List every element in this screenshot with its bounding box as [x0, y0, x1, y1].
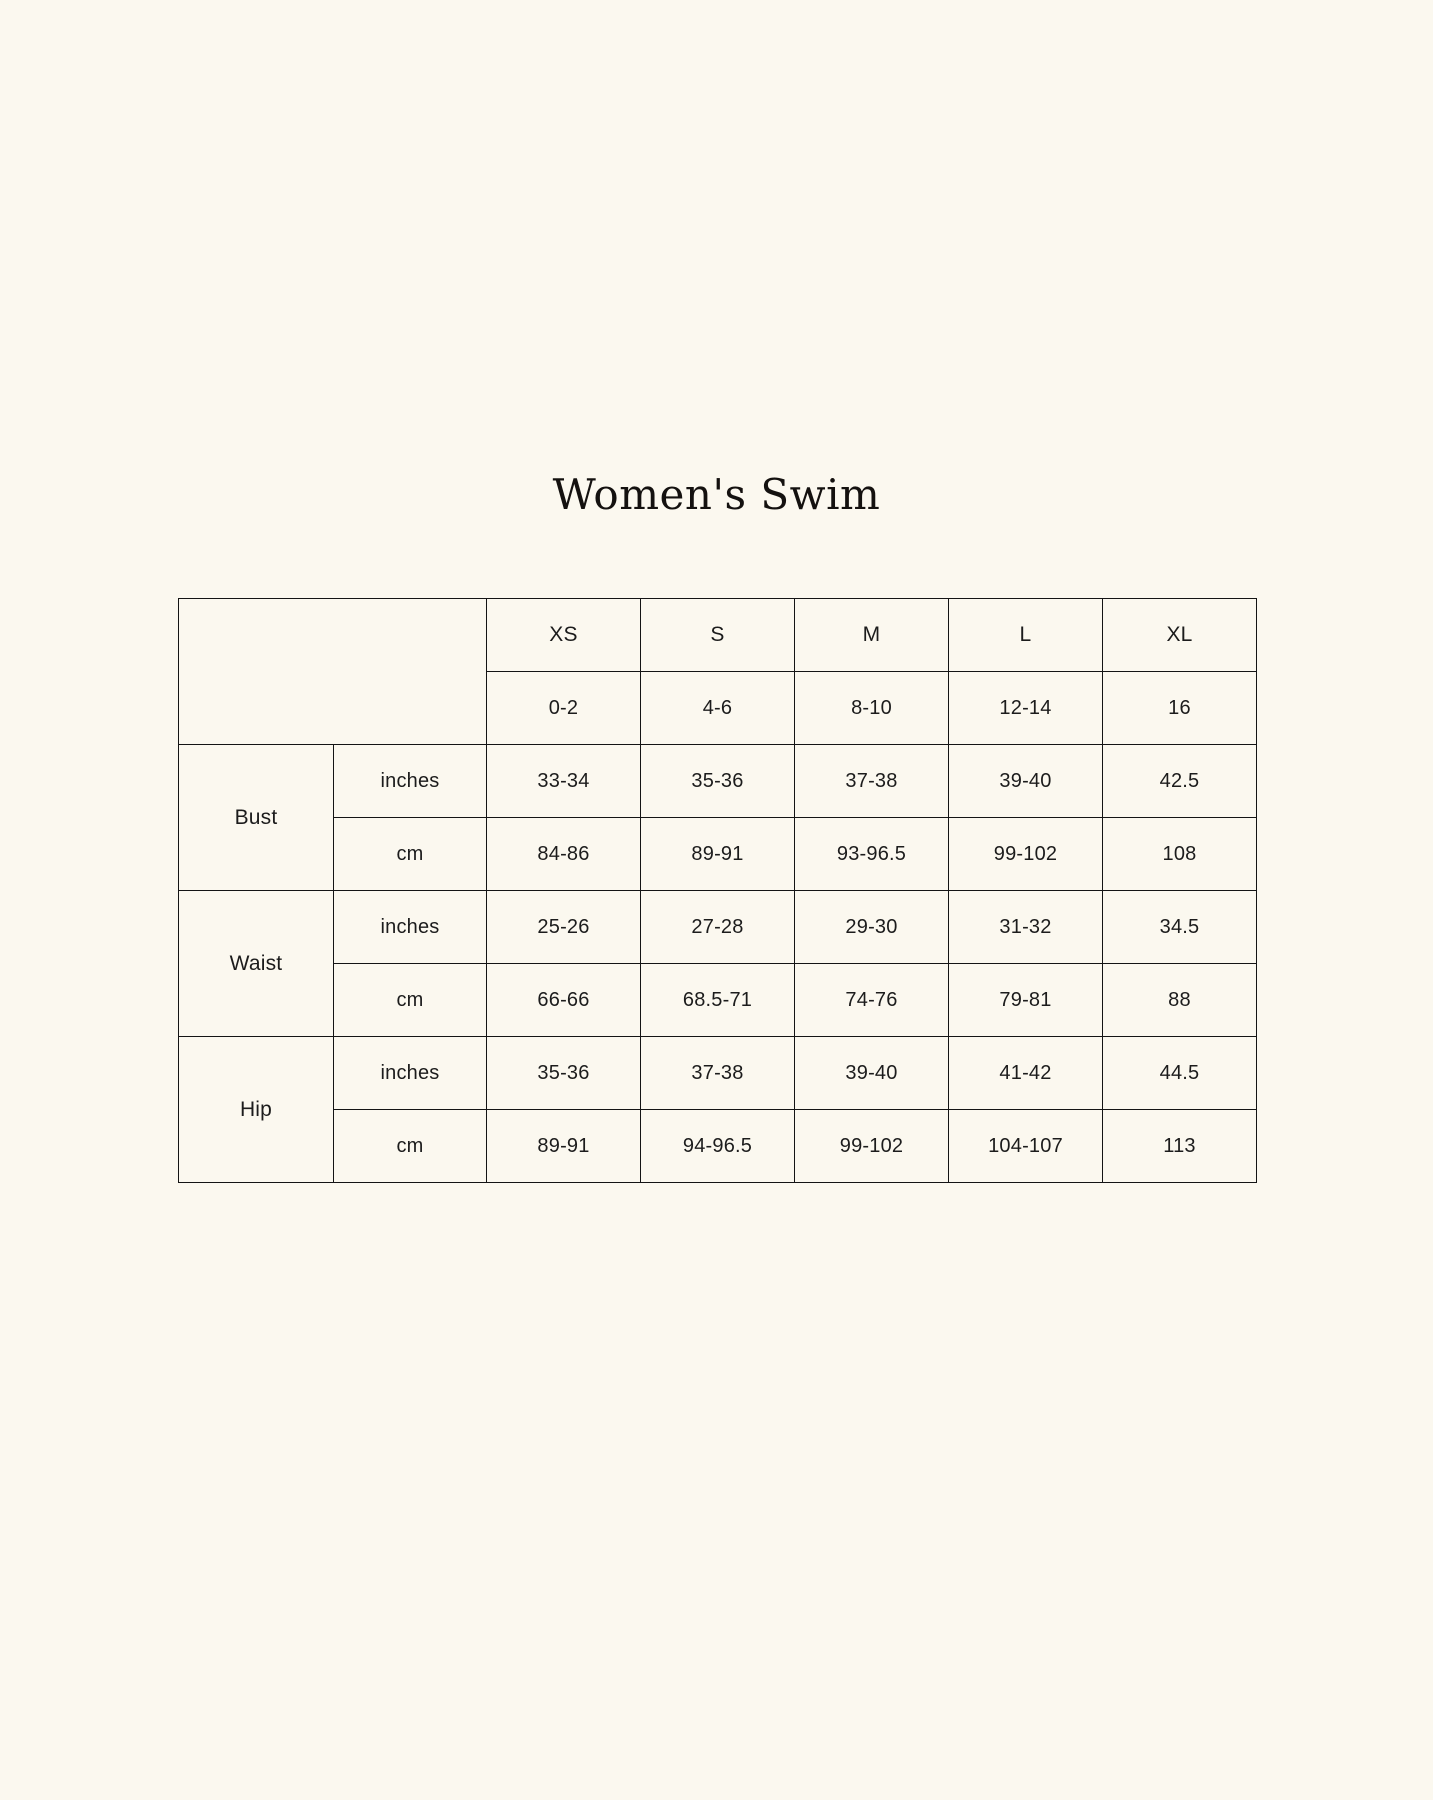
unit-label-hip-inches: inches — [334, 1037, 487, 1110]
table-corner-blank — [179, 599, 487, 745]
size-header-xl: XL — [1103, 599, 1257, 672]
numeric-size-m: 8-10 — [795, 672, 949, 745]
table-row-hip-inches — [179, 1037, 1257, 1110]
cell-bust-inches-s: 35-36 — [641, 745, 795, 818]
cell-hip-inches-s: 37-38 — [641, 1037, 795, 1110]
numeric-size-xs: 0-2 — [487, 672, 641, 745]
cell-waist-inches-xl: 34.5 — [1103, 891, 1257, 964]
numeric-size-s: 4-6 — [641, 672, 795, 745]
cell-hip-cm-xl: 113 — [1103, 1110, 1257, 1183]
cell-bust-inches-xs: 33-34 — [487, 745, 641, 818]
cell-hip-inches-xs: 35-36 — [487, 1037, 641, 1110]
size-header-l: L — [949, 599, 1103, 672]
cell-waist-cm-s: 68.5-71 — [641, 964, 795, 1037]
table-row-waist-cm — [179, 964, 1257, 1037]
size-header-s: S — [641, 599, 795, 672]
cell-bust-cm-xl: 108 — [1103, 818, 1257, 891]
table-row-bust-cm — [179, 818, 1257, 891]
unit-label-waist-cm: cm — [334, 964, 487, 1037]
cell-bust-cm-l: 99-102 — [949, 818, 1103, 891]
table-row-hip-cm — [179, 1110, 1257, 1183]
cell-bust-cm-xs: 84-86 — [487, 818, 641, 891]
unit-label-bust-inches: inches — [334, 745, 487, 818]
unit-label-waist-inches: inches — [334, 891, 487, 964]
cell-hip-inches-m: 39-40 — [795, 1037, 949, 1110]
cell-hip-cm-m: 99-102 — [795, 1110, 949, 1183]
cell-bust-cm-m: 93-96.5 — [795, 818, 949, 891]
unit-label-hip-cm: cm — [334, 1110, 487, 1183]
unit-label-bust-cm: cm — [334, 818, 487, 891]
cell-hip-cm-xs: 89-91 — [487, 1110, 641, 1183]
numeric-size-l: 12-14 — [949, 672, 1103, 745]
table-row-size-letters — [179, 599, 1257, 672]
size-chart-table — [178, 598, 1257, 1183]
cell-waist-cm-m: 74-76 — [795, 964, 949, 1037]
measurement-label-waist: Waist — [179, 891, 334, 1037]
table-row-bust-inches — [179, 745, 1257, 818]
cell-waist-cm-l: 79-81 — [949, 964, 1103, 1037]
cell-hip-inches-l: 41-42 — [949, 1037, 1103, 1110]
cell-waist-inches-s: 27-28 — [641, 891, 795, 964]
cell-hip-cm-l: 104-107 — [949, 1110, 1103, 1183]
cell-bust-inches-xl: 42.5 — [1103, 745, 1257, 818]
table-row-waist-inches — [179, 891, 1257, 964]
cell-waist-inches-m: 29-30 — [795, 891, 949, 964]
cell-waist-cm-xl: 88 — [1103, 964, 1257, 1037]
cell-waist-cm-xs: 66-66 — [487, 964, 641, 1037]
measurement-label-hip: Hip — [179, 1037, 334, 1183]
cell-bust-cm-s: 89-91 — [641, 818, 795, 891]
measurement-label-bust: Bust — [179, 745, 334, 891]
cell-hip-inches-xl: 44.5 — [1103, 1037, 1257, 1110]
numeric-size-xl: 16 — [1103, 672, 1257, 745]
size-header-xs: XS — [487, 599, 641, 672]
size-header-m: M — [795, 599, 949, 672]
cell-bust-inches-m: 37-38 — [795, 745, 949, 818]
cell-waist-inches-xs: 25-26 — [487, 891, 641, 964]
cell-hip-cm-s: 94-96.5 — [641, 1110, 795, 1183]
cell-bust-inches-l: 39-40 — [949, 745, 1103, 818]
page-title: Women's Swim — [552, 470, 881, 519]
cell-waist-inches-l: 31-32 — [949, 891, 1103, 964]
